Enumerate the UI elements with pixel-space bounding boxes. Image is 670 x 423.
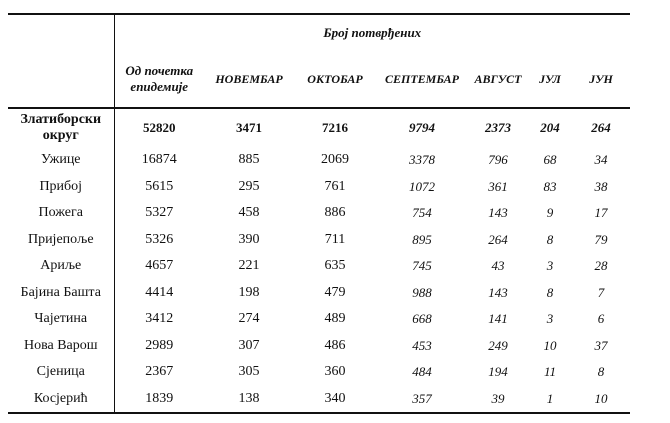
value-august: 249 — [488, 337, 508, 353]
value-september: 1072 — [409, 178, 435, 194]
column-header-june: ЈУН — [572, 51, 630, 108]
value-november: 274 — [238, 311, 260, 327]
value-june: 10 — [572, 386, 630, 414]
value-october: 340 — [294, 386, 376, 414]
value-september: 484 — [412, 364, 432, 380]
municipality-rows — [8, 147, 630, 413]
value-june: 7 — [597, 284, 605, 300]
value-since-start: 4414 — [145, 284, 174, 300]
value-since-start: 52820 — [143, 120, 176, 135]
value-august: 43 — [491, 258, 505, 274]
row-label: Пријепоље — [8, 227, 114, 254]
value-june: 28 — [594, 258, 608, 274]
covid-cases-table — [8, 13, 630, 414]
value-september: 745 — [412, 258, 432, 274]
value-november: 885 — [238, 152, 260, 168]
value-july: 1 — [528, 386, 572, 414]
value-june: 38 — [594, 178, 608, 194]
value-november: 198 — [238, 284, 260, 300]
table-row — [8, 253, 630, 280]
table-row — [8, 333, 630, 360]
value-july: 204 — [540, 120, 560, 135]
value-june: 79 — [594, 231, 608, 247]
column-header-blank — [8, 51, 114, 108]
column-header-october: ОКТОБАР — [294, 51, 376, 108]
value-june: 37 — [594, 337, 608, 353]
row-label: Нова Варош — [8, 333, 114, 360]
value-september: 9794 — [409, 120, 435, 135]
table-row — [8, 280, 630, 307]
table-row — [8, 200, 630, 227]
value-since-start: 5327 — [145, 205, 174, 221]
value-november: 305 — [238, 364, 260, 380]
value-june: 6 — [597, 311, 605, 327]
value-august: 39 — [468, 386, 528, 414]
value-october: 7216 — [322, 120, 348, 135]
value-november: 390 — [238, 231, 260, 247]
value-since-start: 1839 — [114, 386, 204, 414]
value-august: 194 — [488, 364, 508, 380]
row-label: Ариље — [8, 253, 114, 280]
value-august: 143 — [488, 284, 508, 300]
row-label: Бајина Башта — [8, 280, 114, 307]
value-november: 221 — [238, 258, 260, 274]
value-july: 3 — [546, 311, 554, 327]
value-june: 264 — [591, 120, 611, 135]
column-header-since-start: Од почетка епидемије — [114, 51, 204, 108]
value-october: 360 — [324, 364, 346, 380]
value-since-start: 2367 — [145, 364, 174, 380]
value-july: 9 — [546, 205, 554, 221]
table-row — [8, 174, 630, 201]
table-row — [8, 147, 630, 174]
value-july: 3 — [546, 258, 554, 274]
value-september: 668 — [412, 311, 432, 327]
value-august: 796 — [488, 152, 508, 168]
value-july: 10 — [543, 337, 557, 353]
value-since-start: 4657 — [145, 258, 174, 274]
value-june: 17 — [594, 205, 608, 221]
table-row — [8, 386, 630, 414]
value-october: 635 — [324, 258, 346, 274]
value-august: 143 — [488, 205, 508, 221]
row-label: Златиборски округ — [8, 108, 114, 147]
value-august: 141 — [488, 311, 508, 327]
value-august: 264 — [488, 231, 508, 247]
row-label: Чајетина — [8, 306, 114, 333]
value-july: 83 — [543, 178, 557, 194]
row-label: Пожега — [8, 200, 114, 227]
value-since-start: 16874 — [141, 152, 177, 168]
table-row — [8, 359, 630, 386]
value-september: 453 — [412, 337, 432, 353]
value-june: 34 — [594, 152, 608, 168]
value-july: 8 — [546, 231, 554, 247]
value-october: 711 — [324, 231, 346, 247]
value-september: 357 — [376, 386, 468, 414]
value-november: 138 — [204, 386, 294, 414]
value-september: 895 — [412, 231, 432, 247]
value-june: 8 — [597, 364, 605, 380]
row-label: Ужице — [8, 147, 114, 174]
value-september: 3378 — [409, 152, 435, 168]
value-november: 307 — [238, 337, 260, 353]
column-header-november: НОВЕМБАР — [204, 51, 294, 108]
value-since-start: 5326 — [145, 231, 174, 247]
value-september: 988 — [412, 284, 432, 300]
column-header-july: ЈУЛ — [528, 51, 572, 108]
value-october: 489 — [324, 311, 346, 327]
value-august: 2373 — [485, 120, 511, 135]
column-header-september: СЕПТЕМБАР — [376, 51, 468, 108]
value-october: 761 — [324, 178, 346, 194]
value-july: 11 — [543, 364, 557, 380]
total-row — [8, 108, 630, 147]
value-october: 2069 — [321, 152, 349, 168]
value-since-start: 2989 — [145, 337, 174, 353]
value-august: 361 — [488, 178, 508, 194]
value-november: 3471 — [236, 120, 262, 135]
row-label: Сјеница — [8, 359, 114, 386]
row-label: Прибој — [8, 174, 114, 201]
value-since-start: 3412 — [145, 311, 174, 327]
corner-cell — [8, 14, 114, 51]
table-row — [8, 227, 630, 254]
value-july: 68 — [543, 152, 557, 168]
value-november: 458 — [238, 205, 260, 221]
value-october: 479 — [324, 284, 346, 300]
value-november: 295 — [238, 178, 260, 194]
column-header-row — [8, 51, 630, 108]
value-october: 886 — [324, 205, 346, 221]
row-label: Косјерић — [8, 386, 114, 414]
table-row — [8, 306, 630, 333]
value-october: 486 — [324, 337, 346, 353]
column-header-august: АВГУСТ — [468, 51, 528, 108]
value-september: 754 — [412, 205, 432, 221]
group-header: Број потврђених — [323, 25, 422, 40]
value-since-start: 5615 — [145, 178, 174, 194]
value-july: 8 — [546, 284, 554, 300]
